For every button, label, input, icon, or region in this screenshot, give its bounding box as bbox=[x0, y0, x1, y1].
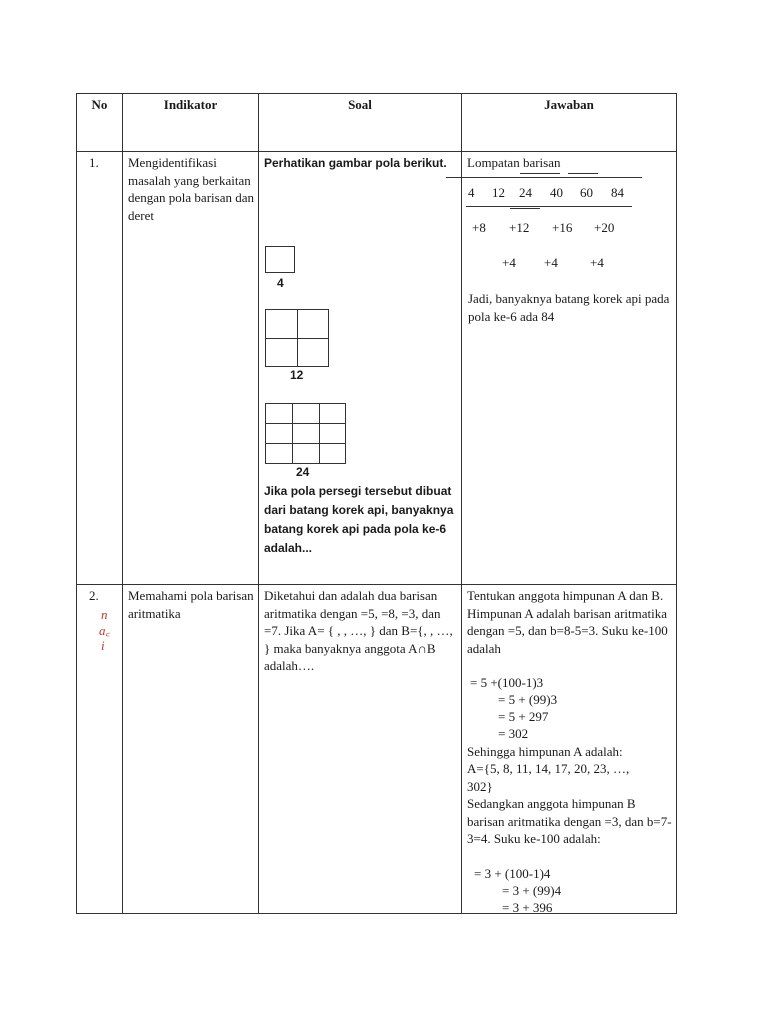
seq-term-2: 12 bbox=[492, 185, 505, 200]
diff1-4: +20 bbox=[594, 220, 615, 235]
diff2-1: +4 bbox=[502, 255, 516, 270]
calc-b-1: = 3 + (100-1)4 bbox=[474, 866, 551, 881]
pattern-3-label: 24 bbox=[296, 465, 310, 479]
answer-conclusion: Jadi, banyaknya batang korek api pada pola ke-6 ada 84 bbox=[468, 291, 670, 324]
pattern-2-hline bbox=[265, 338, 329, 339]
header-no: No bbox=[77, 94, 123, 152]
row2-indikator: Memahami pola barisan aritmatika bbox=[128, 588, 254, 621]
row1-jawaban-cell bbox=[462, 152, 677, 585]
answer-rule-top bbox=[446, 177, 642, 178]
pattern-3-hline-1 bbox=[265, 423, 346, 424]
answer-rule-bottom bbox=[466, 206, 632, 207]
table-row bbox=[77, 585, 677, 914]
jawaban-intro: Tentukan anggota himpunan A dan B. Himpunan A adalah barisan aritmatika dengan =5, dan b=8-5=3. Suku ke-100 adalah bbox=[467, 588, 668, 656]
seq-term-4: 40 bbox=[550, 185, 563, 200]
calc-a-4: = 302 bbox=[498, 726, 529, 741]
row2-soal-cell bbox=[259, 585, 462, 914]
pattern-2-label: 12 bbox=[290, 368, 304, 382]
seq-term-1: 4 bbox=[468, 185, 475, 200]
handwritten-mark-3: i bbox=[101, 638, 105, 653]
soal-question: Jika pola persegi tersebut dibuat dari batang korek api, banyaknya batang korek api pada pola ke-6 adalah... bbox=[264, 484, 454, 555]
row2-no: 2. bbox=[89, 588, 99, 603]
calc-b-3: = 3 + 396 bbox=[502, 900, 553, 913]
row2-no-cell bbox=[77, 585, 123, 914]
diff1-2: +12 bbox=[509, 220, 530, 235]
answer-rule-mark-2 bbox=[568, 173, 598, 174]
answer-rule-mark-1 bbox=[520, 173, 560, 174]
seq-term-3: 24 bbox=[519, 185, 532, 200]
row1-indikator-cell bbox=[123, 152, 259, 585]
row1-soal-cell bbox=[259, 152, 462, 585]
handwritten-mark-2: a꜀ bbox=[99, 623, 110, 638]
seq-term-6: 84 bbox=[611, 185, 624, 200]
row2-indikator-cell bbox=[123, 585, 259, 914]
pattern-1-figure bbox=[265, 246, 295, 273]
row1-no-cell bbox=[77, 152, 123, 585]
diff2-3: +4 bbox=[590, 255, 604, 270]
pattern-3-hline-2 bbox=[265, 443, 346, 444]
pattern-3-figure bbox=[265, 403, 346, 464]
pattern-1-label: 4 bbox=[277, 276, 284, 290]
diff2-2: +4 bbox=[544, 255, 558, 270]
soal-intro: Perhatikan gambar pola berikut. bbox=[264, 156, 447, 170]
calc-a-3: = 5 + 297 bbox=[498, 709, 549, 724]
diff1-1: +8 bbox=[472, 220, 486, 235]
handwritten-mark-1: n bbox=[101, 607, 108, 622]
diff1-3: +16 bbox=[552, 220, 573, 235]
header-jawaban: Jawaban bbox=[462, 94, 677, 152]
row1-no: 1. bbox=[89, 155, 99, 170]
question-table bbox=[76, 93, 677, 914]
row2-jawaban-cell bbox=[462, 585, 677, 914]
header-soal: Soal bbox=[259, 94, 462, 152]
answer-rule-mark-3 bbox=[510, 208, 540, 209]
header-indikator: Indikator bbox=[123, 94, 259, 152]
row2-soal: Diketahui dan adalah dua barisan aritmatika dengan =5, =8, =3, dan =7. Jika A= { , , …, } dan B={, , …, } maka banyaknya anggota A∩B adalah…. bbox=[264, 588, 453, 673]
set-a-intro: Sehingga himpunan A adalah: bbox=[467, 744, 623, 759]
seq-term-5: 60 bbox=[580, 185, 593, 200]
table-header-row bbox=[77, 94, 677, 152]
table-row bbox=[77, 152, 677, 585]
calc-a-2: = 5 + (99)3 bbox=[498, 692, 558, 707]
set-b-intro: Sedangkan anggota himpunan B barisan aritmatika dengan =3, dan b=7-3=4. Suku ke-100 adalah: bbox=[467, 796, 672, 846]
pattern-3-vline-1 bbox=[292, 403, 293, 464]
pattern-3-vline-2 bbox=[319, 403, 320, 464]
calc-a-1: = 5 +(100-1)3 bbox=[470, 675, 544, 690]
row1-indikator: Mengidentifikasi masalah yang berkaitan dengan pola barisan dan deret bbox=[128, 155, 254, 223]
set-a: A={5, 8, 11, 14, 17, 20, 23, …, 302} bbox=[467, 761, 630, 794]
calc-b-2: = 3 + (99)4 bbox=[502, 883, 562, 898]
answer-title: Lompatan barisan bbox=[467, 155, 561, 170]
